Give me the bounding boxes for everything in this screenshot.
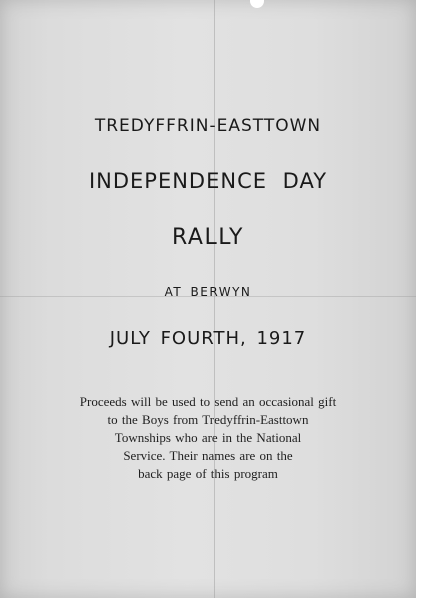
township-heading: TREDYFFRIN-EASTTOWN — [94, 116, 322, 136]
proceeds-notice — [58, 393, 358, 483]
paper-tear — [250, 0, 264, 8]
notice-line: Service. Their names are on the — [123, 448, 293, 463]
notice-line: to the Boys from Tredyffrin-Easttown — [107, 412, 309, 427]
notice-line: Townships who are in the National — [114, 430, 302, 445]
notice-line: Proceeds will be used to send an occasional gift — [79, 394, 337, 409]
rally-title: RALLY — [172, 225, 244, 250]
date-line: JULY FOURTH, 1917 — [109, 328, 307, 349]
event-title: INDEPENDENCE DAY — [88, 169, 328, 193]
notice-line: back page of this program — [138, 466, 278, 481]
location-line: AT BERWYN — [164, 285, 252, 299]
vertical-fold-crease — [214, 0, 215, 598]
